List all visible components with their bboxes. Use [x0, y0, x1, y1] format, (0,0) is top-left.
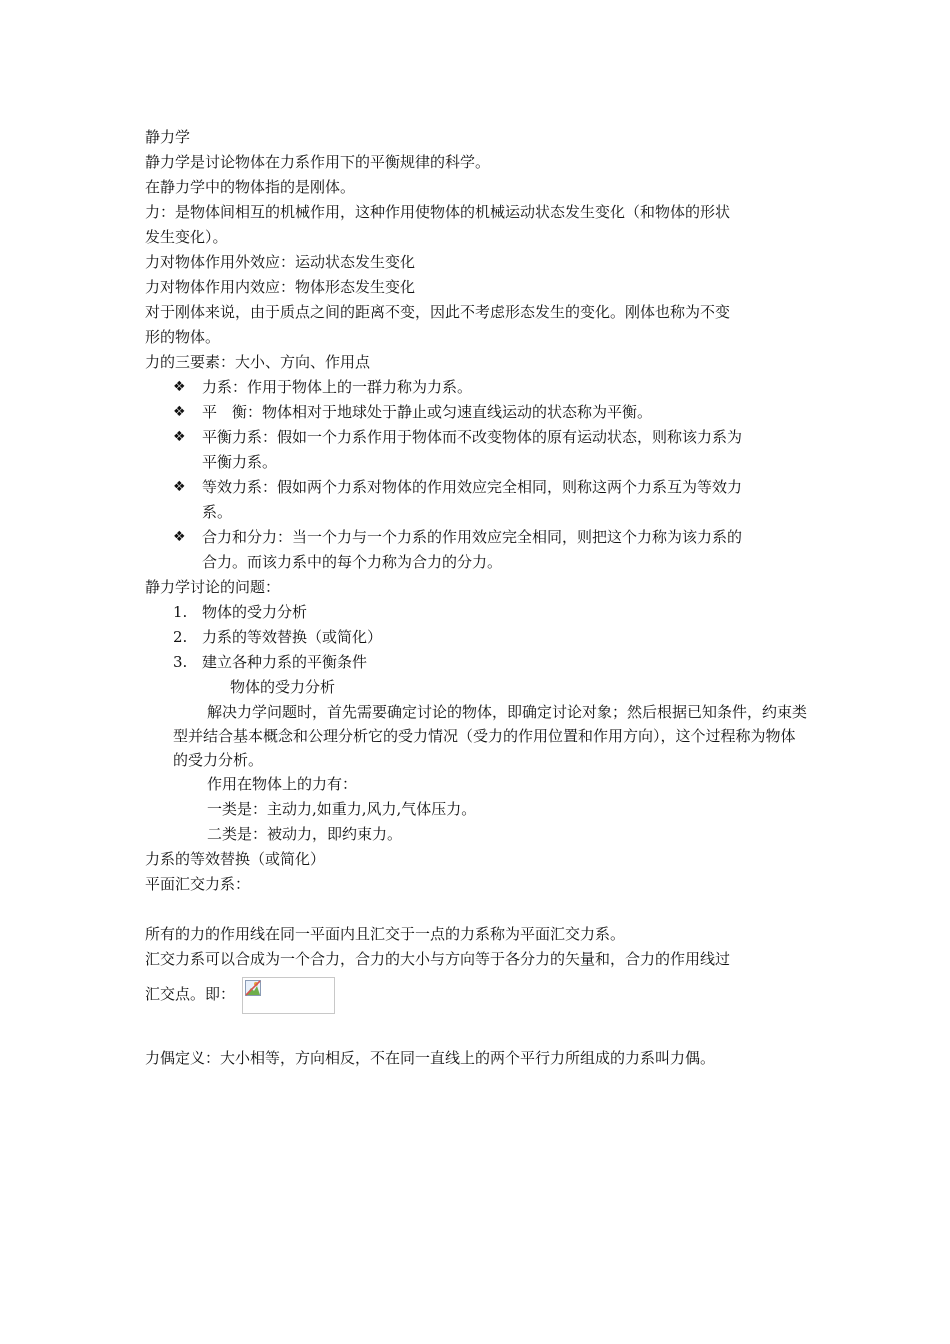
diamond-bullet-icon: ❖: [173, 404, 186, 420]
intro-line: 力的三要素：大小、方向、作用点: [145, 353, 371, 371]
bullet-text: 平衡力系：假如一个力系作用于物体而不改变物体的原有运动状态，则称该力系为: [202, 428, 743, 446]
blank-line: [145, 1014, 810, 1046]
intro-line: 力对物体作用外效应：运动状态发生变化: [145, 253, 416, 271]
bullet-text: 合力和分力：当一个力与一个力系的作用效应完全相同，则把这个力称为该力系的: [202, 528, 743, 546]
numbered-item: [145, 625, 810, 650]
numbered-item: [145, 650, 810, 675]
diamond-bullet-icon: ❖: [173, 429, 186, 445]
intro-line: 发生变化）。: [145, 228, 228, 246]
equivalent-heading: 力系的等效替换（或简化）: [145, 850, 326, 868]
broken-image-icon: [245, 980, 261, 996]
document-title: 静力学: [145, 128, 191, 146]
document-body: [145, 125, 810, 1071]
bullet-text: 等效力系：假如两个力系对物体的作用效应完全相同，则称这两个力系互为等效力: [202, 478, 743, 496]
intro-line: 力：是物体间相互的机械作用，这种作用使物体的机械运动状态发生变化（和物体的形状: [145, 203, 731, 221]
bullet-item: [145, 475, 810, 525]
intro-line: 在静力学中的物体指的是刚体。: [145, 178, 356, 196]
bullet-item: [145, 425, 810, 475]
diamond-bullet-icon: ❖: [173, 379, 186, 395]
intro-line: 力对物体作用内效应：物体形态发生变化: [145, 278, 416, 296]
problems-heading: 静力学讨论的问题：: [145, 578, 281, 596]
resultant-line: 汇交力系可以合成为一个合力，合力的大小与方向等于各分力的矢量和，合力的作用线过: [145, 950, 731, 968]
resultant-line-with-image: [145, 974, 810, 1014]
planar-heading: 平面汇交力系：: [145, 875, 251, 893]
diamond-bullet-icon: ❖: [173, 529, 186, 545]
item-number: 3.: [173, 653, 188, 671]
bullet-text: 合力。而该力系中的每个力称为合力的分力。: [202, 553, 503, 571]
item-text: 建立各种力系的平衡条件: [202, 653, 368, 671]
formula-image: [242, 977, 335, 1014]
blank-line: [145, 897, 810, 922]
bullet-text: 平衡力系。: [202, 453, 278, 471]
resultant-text: 汇交点。即：: [145, 985, 236, 1003]
diamond-bullet-icon: ❖: [173, 479, 186, 495]
bullet-item: [145, 525, 810, 575]
numbered-item: [145, 600, 810, 625]
forces-heading: 作用在物体上的力有：: [207, 775, 358, 793]
bullet-text: 系。: [202, 503, 233, 521]
bullet-text: 平 衡：物体相对于地球处于静止或匀速直线运动的状态称为平衡。: [202, 403, 653, 421]
item-text: 力系的等效替换（或简化）: [202, 628, 383, 646]
force-type-line: 一类是：主动力,如重力,风力,气体压力。: [207, 800, 477, 818]
intro-line: 形的物体。: [145, 328, 221, 346]
analysis-paragraph: 解决力学问题时，首先需要确定讨论的物体，即确定讨论对象；然后根据已知条件，约束类型并结合基本概念和公理分析它的受力情况（受力的作用位置和作用方向），这个过程称为物体的受力分析。: [173, 703, 808, 769]
bullet-text: 力系：作用于物体上的一群力称为力系。: [202, 378, 473, 396]
intro-line: 静力学是讨论物体在力系作用下的平衡规律的科学。: [145, 153, 491, 171]
planar-definition: 所有的力的作用线在同一平面内且汇交于一点的力系称为平面汇交力系。: [145, 925, 626, 943]
couple-definition: 力偶定义：大小相等，方向相反，不在同一直线上的两个平行力所组成的力系叫力偶。: [145, 1049, 716, 1067]
item-text: 物体的受力分析: [202, 603, 308, 621]
item-number: 1.: [173, 603, 188, 621]
intro-line: 对于刚体来说，由于质点之间的距离不变，因此不考虑形态发生的变化。刚体也称为不变: [145, 303, 731, 321]
analysis-heading: 物体的受力分析: [230, 678, 336, 696]
item-number: 2.: [173, 628, 188, 646]
bullet-item: [145, 400, 810, 425]
force-type-line: 二类是：被动力，即约束力。: [207, 825, 403, 843]
bullet-item: [145, 375, 810, 400]
